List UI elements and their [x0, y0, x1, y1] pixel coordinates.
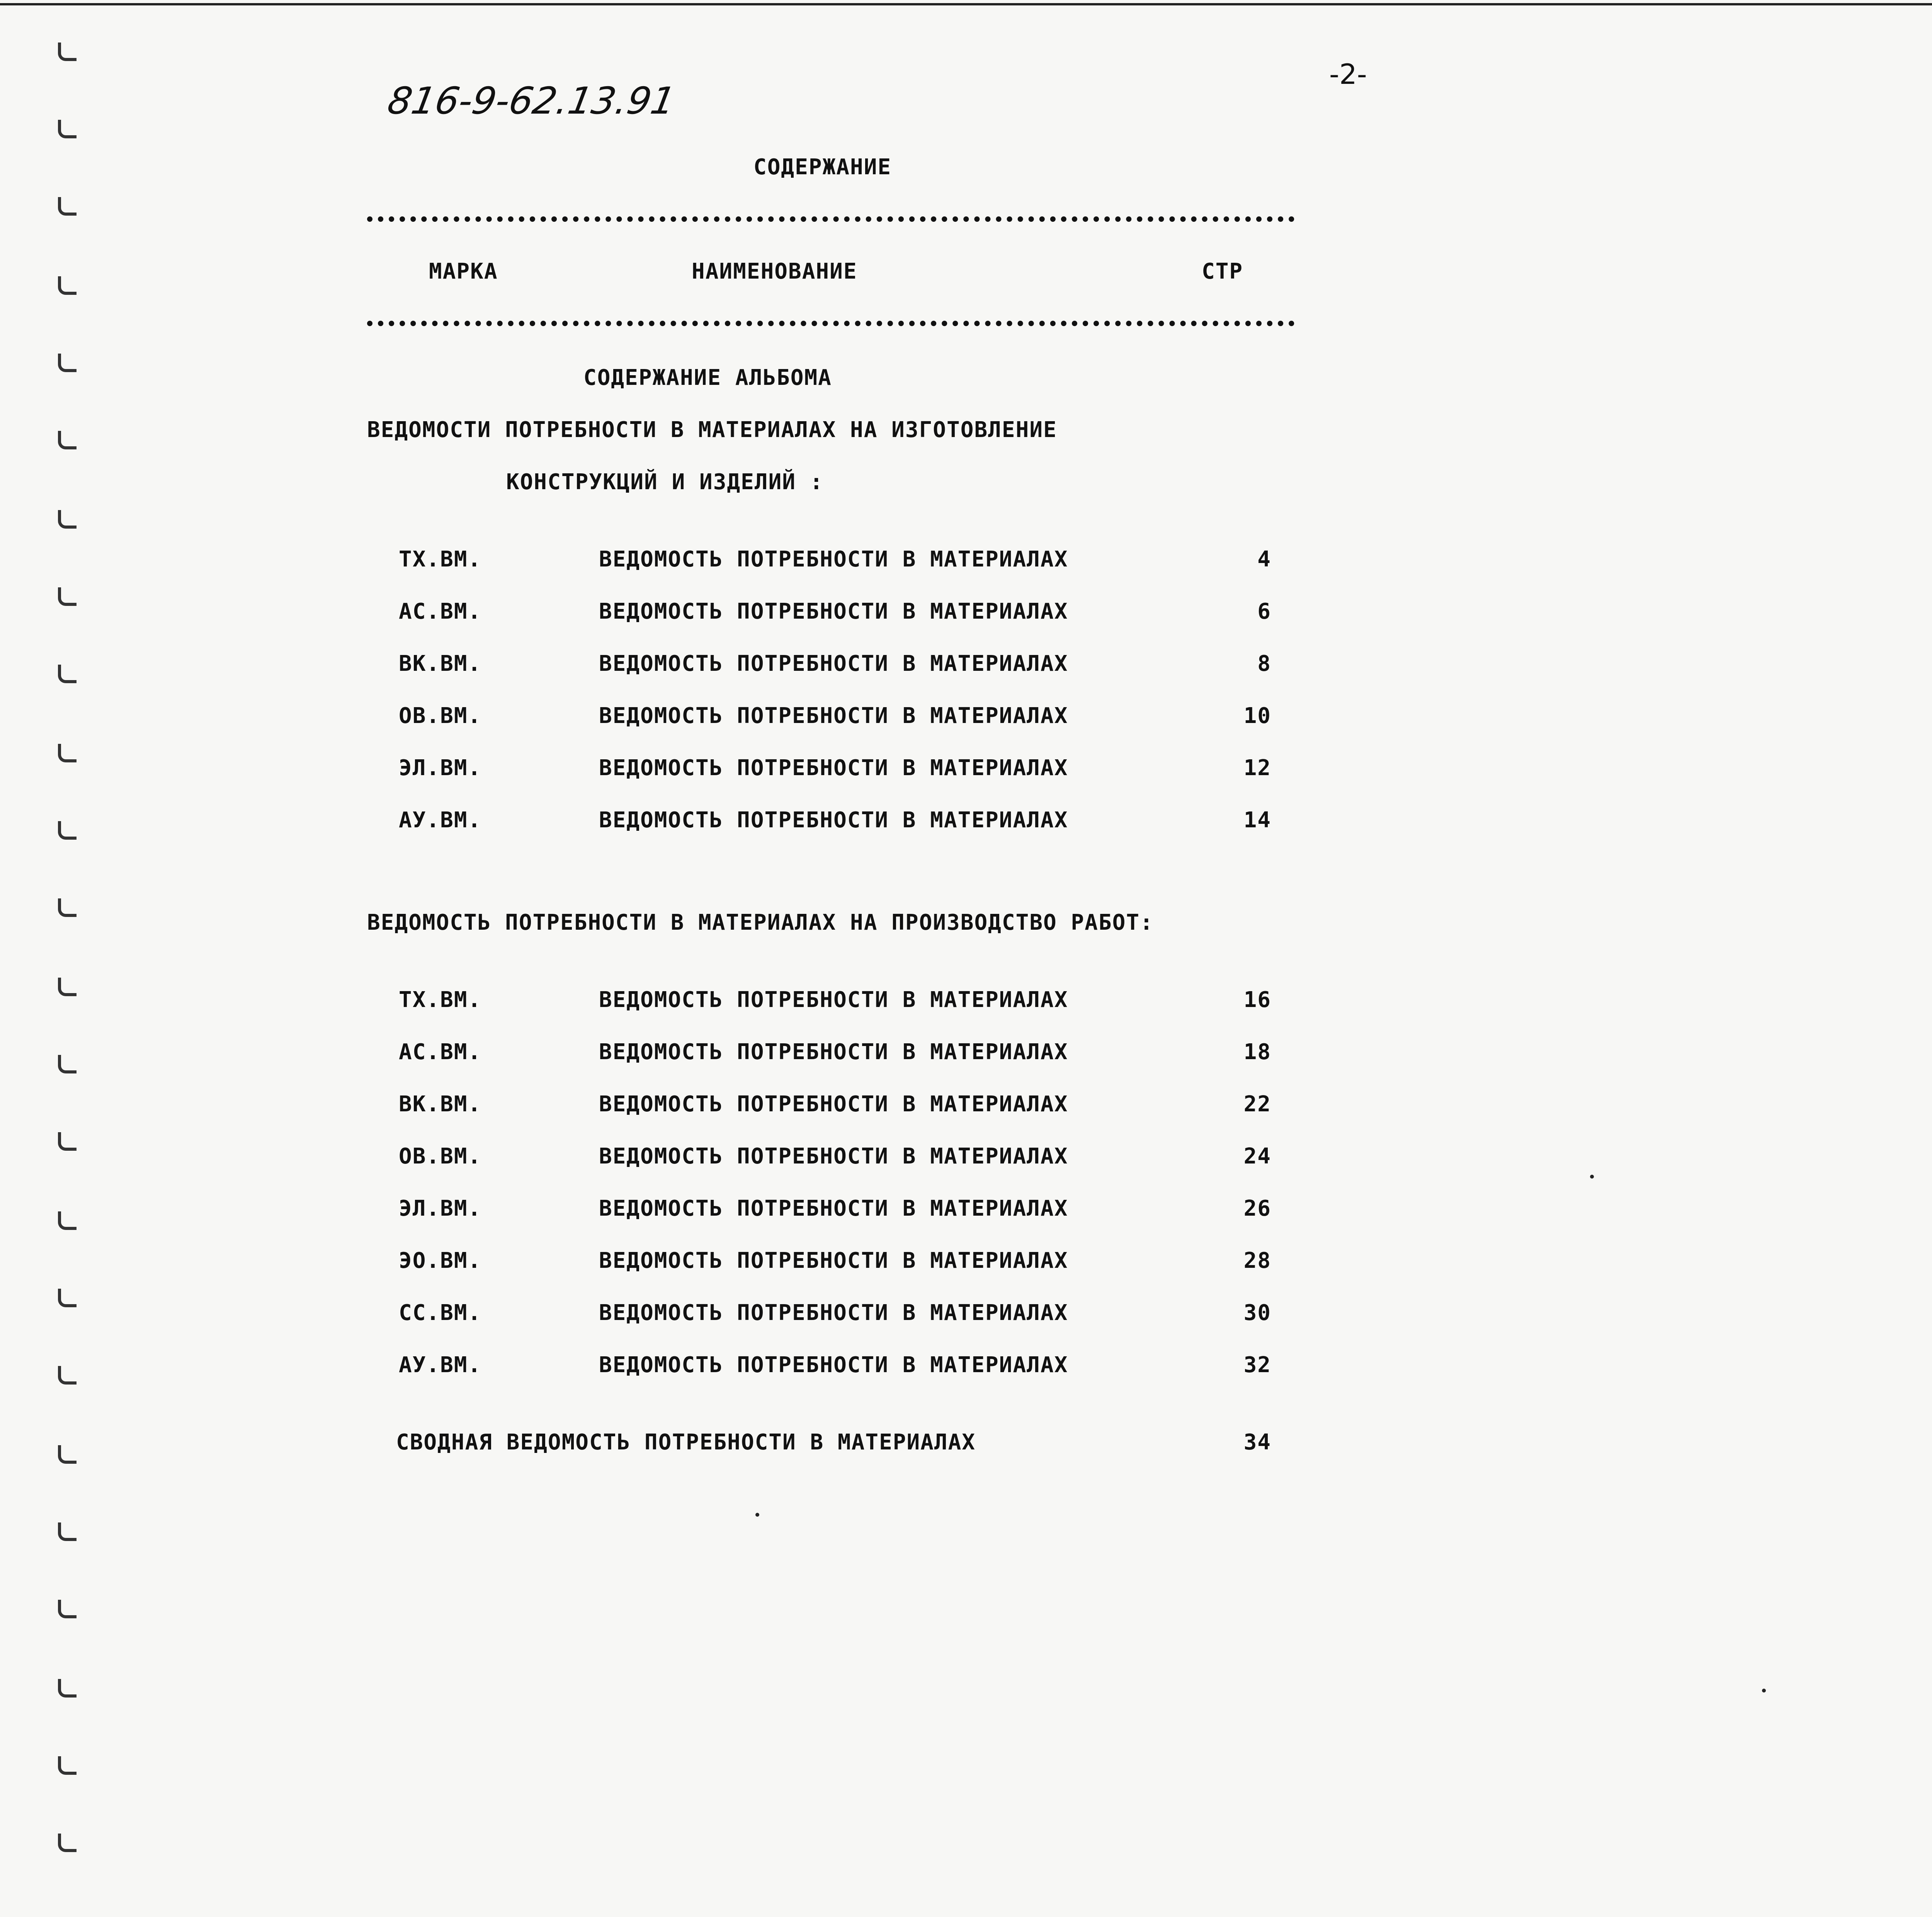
row-name: ВЕДОМОСТЬ ПОТРЕБНОСТИ В МАТЕРИАЛАХ	[599, 1300, 1068, 1325]
row-page: 24	[1243, 1144, 1271, 1169]
list-item	[367, 1248, 1294, 1279]
list-item	[367, 755, 1294, 786]
dotted-rule-top	[367, 216, 1294, 222]
row-mark: ТХ.ВМ.	[399, 547, 482, 572]
list-item	[367, 599, 1294, 630]
list-item	[367, 651, 1294, 682]
row-mark: АУ.ВМ.	[399, 808, 482, 833]
row-name: ВЕДОМОСТЬ ПОТРЕБНОСТИ В МАТЕРИАЛАХ	[599, 651, 1068, 676]
list-item	[367, 547, 1294, 578]
scan-speck	[1590, 1175, 1594, 1179]
row-mark: АС.ВМ.	[399, 1039, 482, 1065]
row-name: ВЕДОМОСТЬ ПОТРЕБНОСТИ В МАТЕРИАЛАХ	[599, 1039, 1068, 1065]
list-item	[367, 987, 1294, 1018]
row-name: ВЕДОМОСТЬ ПОТРЕБНОСТИ В МАТЕРИАЛАХ	[599, 1144, 1068, 1169]
row-name: ВЕДОМОСТЬ ПОТРЕБНОСТИ В МАТЕРИАЛАХ	[599, 703, 1068, 728]
row-page: 30	[1243, 1300, 1271, 1325]
row-page: 18	[1243, 1039, 1271, 1065]
row-page: 32	[1243, 1352, 1271, 1378]
section2-heading: ВЕДОМОСТЬ ПОТРЕБНОСТИ В МАТЕРИАЛАХ НА ПРОИЗВОДСТВО РАБОТ:	[367, 910, 1154, 935]
row-page: 16	[1243, 987, 1271, 1012]
row-page: 22	[1243, 1092, 1271, 1117]
column-header-name: НАИМЕНОВАНИЕ	[692, 259, 857, 284]
list-item	[367, 1352, 1294, 1383]
scan-speck	[755, 1513, 759, 1517]
row-mark: ТХ.ВМ.	[399, 987, 482, 1012]
row-name: ВЕДОМОСТЬ ПОТРЕБНОСТИ В МАТЕРИАЛАХ	[599, 755, 1068, 781]
row-mark: ВК.ВМ.	[399, 1092, 482, 1117]
row-mark: АУ.ВМ.	[399, 1352, 482, 1378]
row-page: 14	[1243, 808, 1271, 833]
dotted-rule-bottom	[367, 321, 1294, 326]
row-page: 6	[1257, 599, 1271, 624]
album-title: СОДЕРЖАНИЕ АЛЬБОМА	[583, 365, 832, 390]
row-mark: ВК.ВМ.	[399, 651, 482, 676]
row-mark: ЭЛ.ВМ.	[399, 1196, 482, 1221]
row-page: 10	[1243, 703, 1271, 728]
row-name: ВЕДОМОСТЬ ПОТРЕБНОСТИ В МАТЕРИАЛАХ	[599, 599, 1068, 624]
list-item	[367, 1144, 1294, 1175]
row-page: 4	[1257, 547, 1271, 572]
column-header-mark: МАРКА	[429, 259, 498, 284]
row-mark: ОВ.ВМ.	[399, 1144, 482, 1169]
section1-heading-line1: ВЕДОМОСТИ ПОТРЕБНОСТИ В МАТЕРИАЛАХ НА ИЗГОТОВЛЕНИЕ	[367, 417, 1057, 442]
list-item	[367, 808, 1294, 839]
row-mark: ЭО.ВМ.	[399, 1248, 482, 1273]
row-mark: ЭЛ.ВМ.	[399, 755, 482, 781]
list-item	[367, 1196, 1294, 1227]
list-item	[367, 703, 1294, 734]
paper-top-edge	[0, 3, 1932, 5]
row-name: ВЕДОМОСТЬ ПОТРЕБНОСТИ В МАТЕРИАЛАХ	[599, 1352, 1068, 1378]
row-name: ВЕДОМОСТЬ ПОТРЕБНОСТИ В МАТЕРИАЛАХ	[599, 987, 1068, 1012]
list-item	[367, 1092, 1294, 1123]
list-item	[367, 1039, 1294, 1070]
page-number: -2-	[1329, 58, 1367, 90]
summary-page: 34	[1243, 1430, 1271, 1455]
summary-name: СВОДНАЯ ВЕДОМОСТЬ ПОТРЕБНОСТИ В МАТЕРИАЛАХ	[396, 1430, 976, 1455]
row-name: ВЕДОМОСТЬ ПОТРЕБНОСТИ В МАТЕРИАЛАХ	[599, 1196, 1068, 1221]
row-name: ВЕДОМОСТЬ ПОТРЕБНОСТИ В МАТЕРИАЛАХ	[599, 1092, 1068, 1117]
row-mark: ОВ.ВМ.	[399, 703, 482, 728]
list-item	[367, 1300, 1294, 1331]
row-name: ВЕДОМОСТЬ ПОТРЕБНОСТИ В МАТЕРИАЛАХ	[599, 808, 1068, 833]
row-mark: СС.ВМ.	[399, 1300, 482, 1325]
summary-row	[367, 1430, 1294, 1461]
column-header-page: СТР	[1202, 259, 1243, 284]
document-code: 816-9-62.13.91	[384, 79, 679, 122]
row-page: 26	[1243, 1196, 1271, 1221]
row-page: 12	[1243, 755, 1271, 781]
row-mark: АС.ВМ.	[399, 599, 482, 624]
row-name: ВЕДОМОСТЬ ПОТРЕБНОСТИ В МАТЕРИАЛАХ	[599, 1248, 1068, 1273]
row-page: 28	[1243, 1248, 1271, 1273]
scan-speck	[1762, 1689, 1766, 1692]
row-page: 8	[1257, 651, 1271, 676]
tractor-feed-left	[58, 0, 81, 1917]
section1-heading-line2: КОНСТРУКЦИЙ И ИЗДЕЛИЙ :	[506, 469, 824, 495]
page-title: СОДЕРЖАНИЕ	[753, 155, 892, 180]
row-name: ВЕДОМОСТЬ ПОТРЕБНОСТИ В МАТЕРИАЛАХ	[599, 547, 1068, 572]
